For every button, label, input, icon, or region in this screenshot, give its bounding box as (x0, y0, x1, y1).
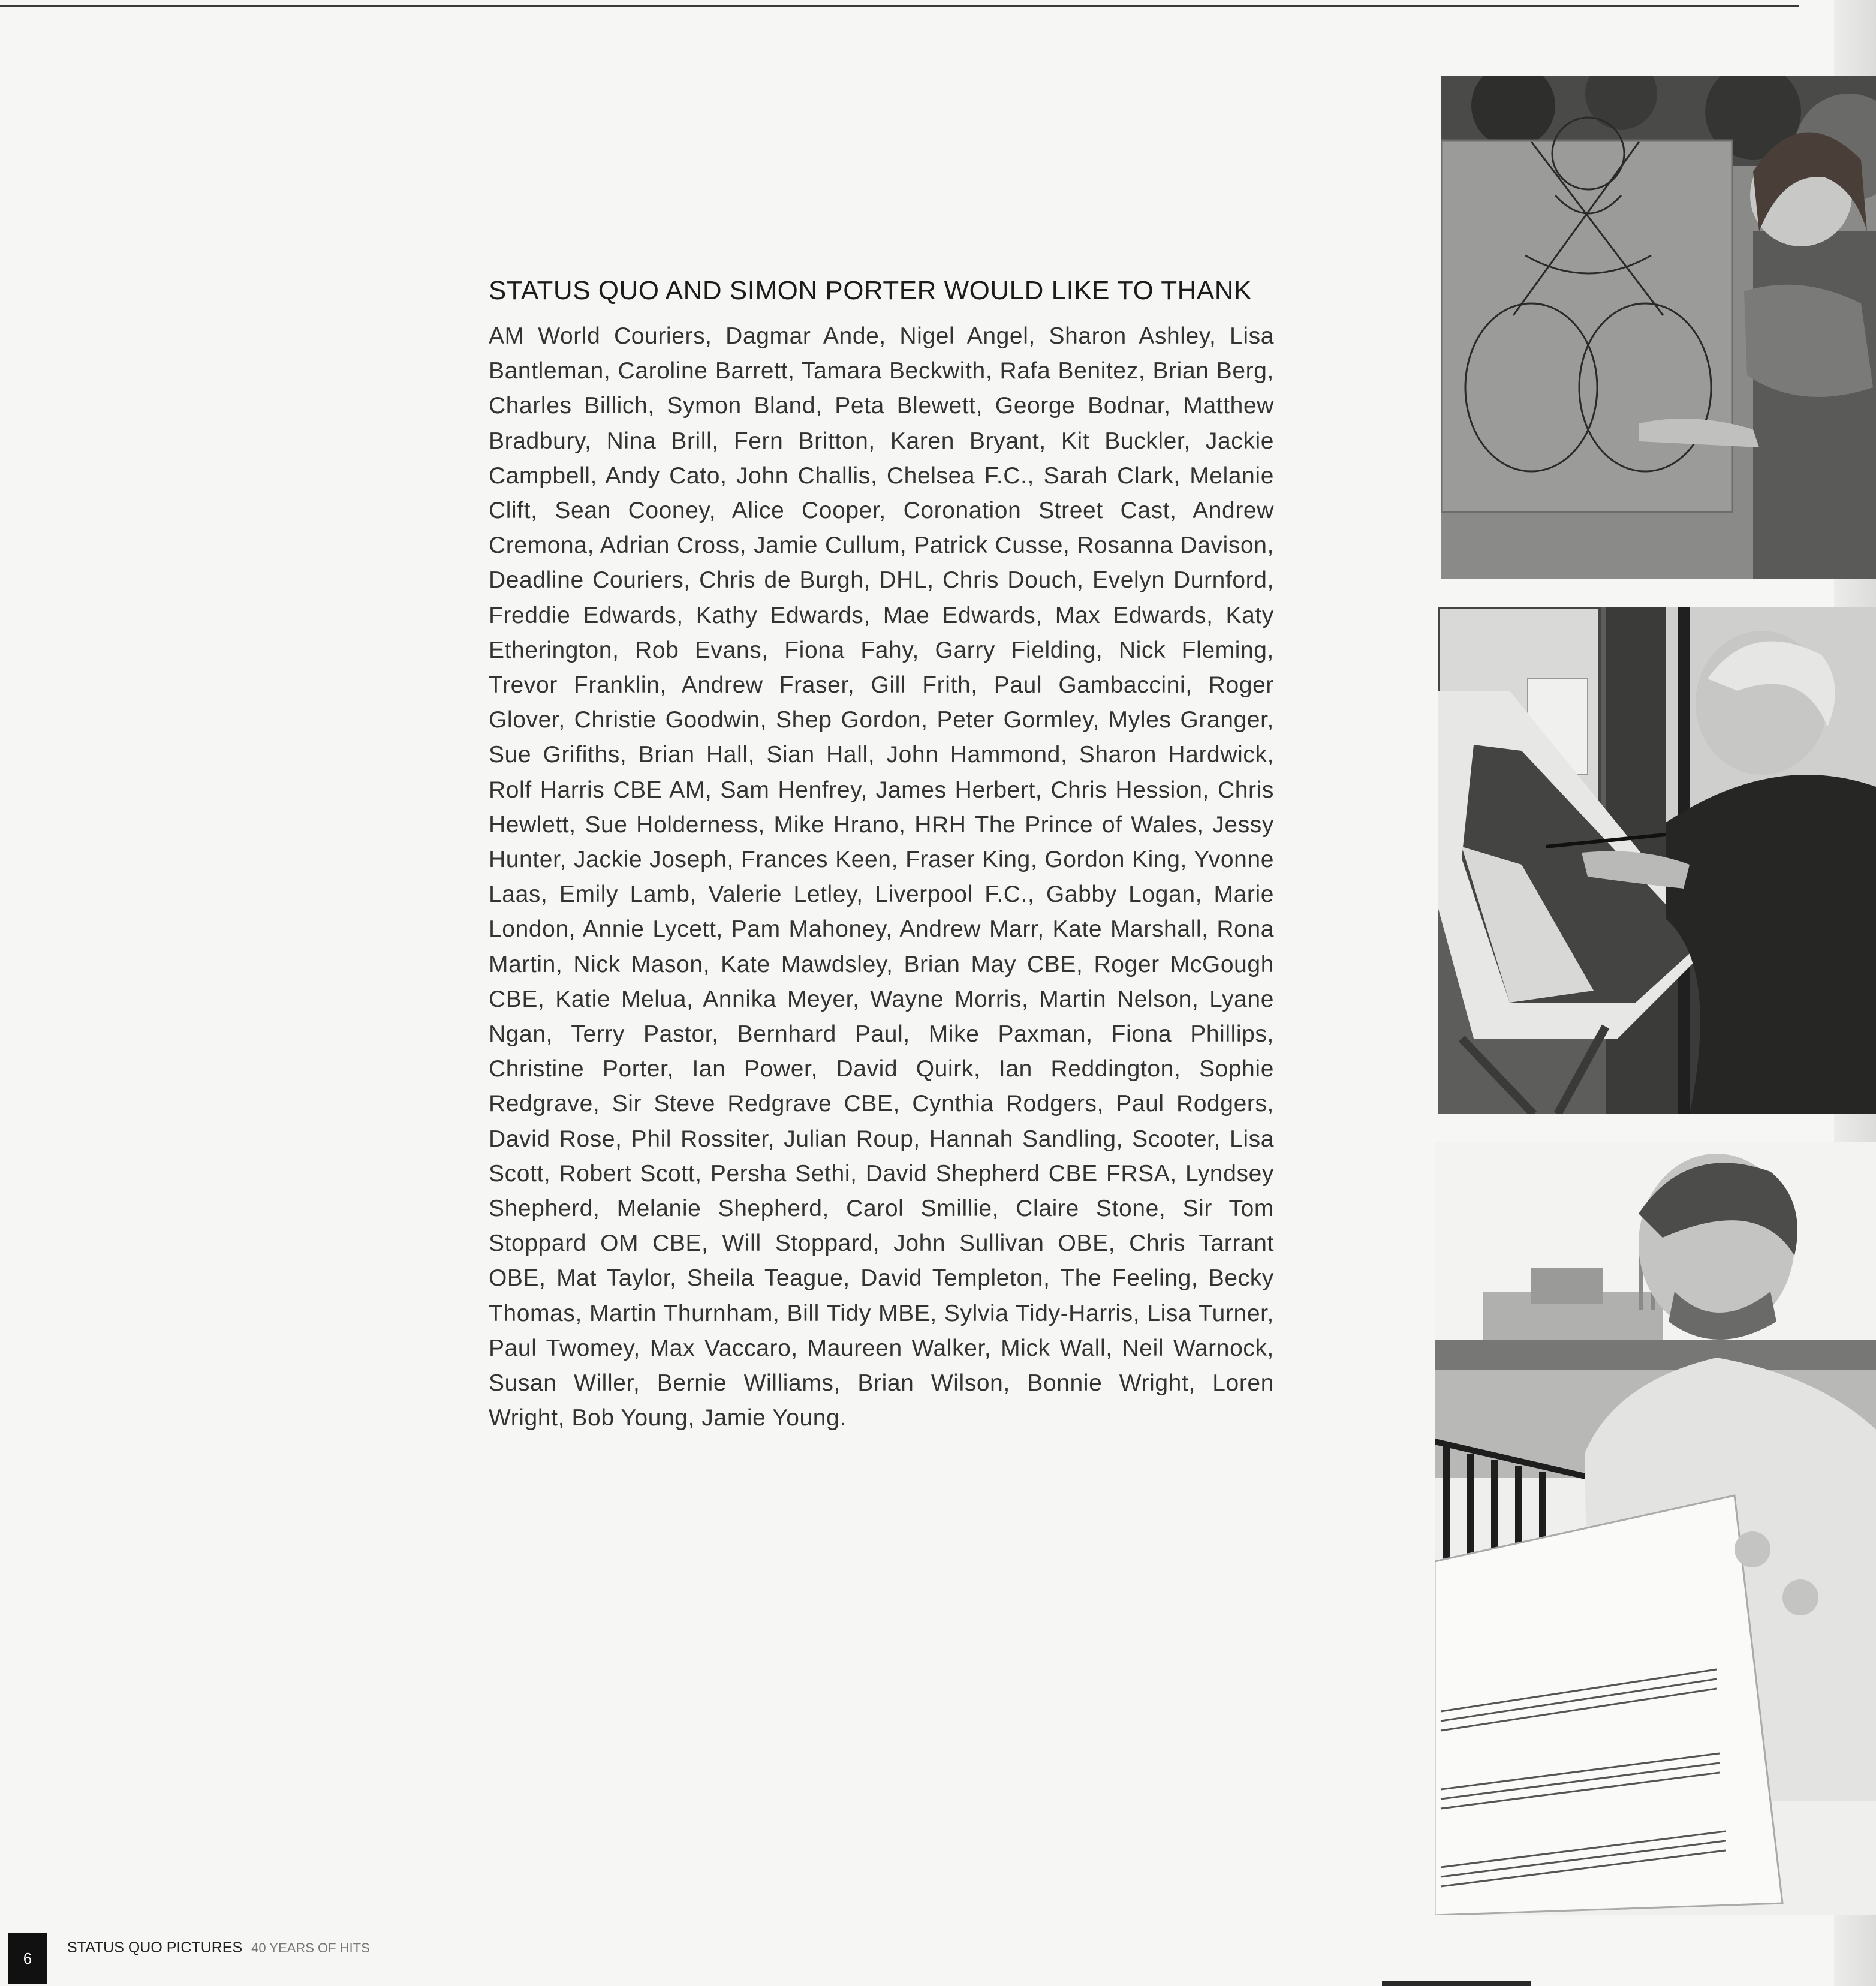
acknowledgements-section (489, 276, 1274, 1436)
footer (67, 1939, 370, 1957)
top-rule (0, 5, 1799, 7)
bottom-edge-tab (1382, 1981, 1531, 1986)
acknowledgements-names: AM World Couriers, Dagmar Ande, Nigel Angel, Sharon Ashley, Lisa Bantleman, Caroline Barrett, Tamara Beckwith, Rafa Benitez, Brian Berg, Charles Billich, Symon Bland, Peta Blewett, George Bodnar, Matthew Bradbury, Nina Brill, Fern Britton, Karen Bryant, Kit Buckler, Jackie Campbell, Andy Cato, John Challis, Chelsea F.C., Sarah Clark, Melanie Clift, Sean Cooney, Alice Cooper, Coronation Street Cast, Andrew Cremona, Adrian Cross, Jamie Cullum, Patrick Cusse, Rosanna Davison, Deadline Couriers, Chris de Burgh, DHL, Chris Douch, Evelyn Durnford, Freddie Edwards, Kathy Edwards, Mae Edwards, Max Edwards, Katy Etherington, Rob Evans, Fiona Fahy, Garry Fielding, Nick Fleming, Trevor Franklin, Andrew Fraser, Gill Frith, Paul Gambaccini, Roger Glover, Christie Goodwin, Shep Gordon, Peter Gormley, Myles Granger, Sue Grifiths, Brian Hall, Sian Hall, John Hammond, Sharon Hardwick, Rolf Harris CBE AM, Sam Henfrey, James Herbert, Chris Hession, Chris Hewlett, Sue Holderness, Mike Hrano, HRH The Prince of Wales, Jessy Hunter, Jackie Joseph, Frances Keen, Fraser King, Gordon King, Yvonne Laas, Emily Lamb, Valerie Letley, Liverpool F.C., Gabby Logan, Marie London, Annie Lycett, Pam Mahoney, Andrew Marr, Kate Marshall, Rona Martin, Nick Mason, Kate Mawdsley, Brian May CBE, Roger McGough CBE, Katie Melua, Annika Meyer, Wayne Morris, Martin Nelson, Lyane Ngan, Terry Pastor, Bernhard Paul, Mike Paxman, Fiona Phillips, Christine Porter, Ian Power, David Quirk, Ian Reddington, Sophie Redgrave, Sir Steve Redgrave CBE, Cynthia Rodgers, Paul Rodgers, David Rose, Phil Rossiter, Julian Roup, Hannah Sandling, Scooter, Lisa Scott, Robert Scott, Persha Sethi, David Shepherd CBE FRSA, Lyndsey Shepherd, Melanie Shepherd, Carol Smillie, Claire Stone, Sir Tom Stoppard OM CBE, Will Stoppard, John Sullivan OBE, Chris Tarrant OBE, Mat Taylor, Sheila Teague, David Templeton, The Feeling, Becky Thomas, Martin Thurnham, Bill Tidy MBE, Sylvia Tidy-Harris, Lisa Turner, Paul Twomey, Max Vaccaro, Maureen Walker, Mick Wall, Neil Warnock, Susan Willer, Bernie Williams, Brian Wilson, Bonnie Wright, Loren Wright, Bob Young, Jamie Young. (489, 323, 1274, 1431)
footer-subtitle: 40 YEARS OF HITS (251, 1940, 370, 1955)
footer-title: STATUS QUO PICTURES (67, 1939, 243, 1956)
page-number: 6 (8, 1933, 47, 1984)
acknowledgements-heading: STATUS QUO AND SIMON PORTER WOULD LIKE TO THANK (489, 276, 1252, 305)
photo-man-painting-at-easel (1438, 607, 1876, 1114)
photo-woman-with-guitar-drawing (1441, 76, 1876, 579)
photo-man-with-sheet-music (1435, 1142, 1876, 1915)
